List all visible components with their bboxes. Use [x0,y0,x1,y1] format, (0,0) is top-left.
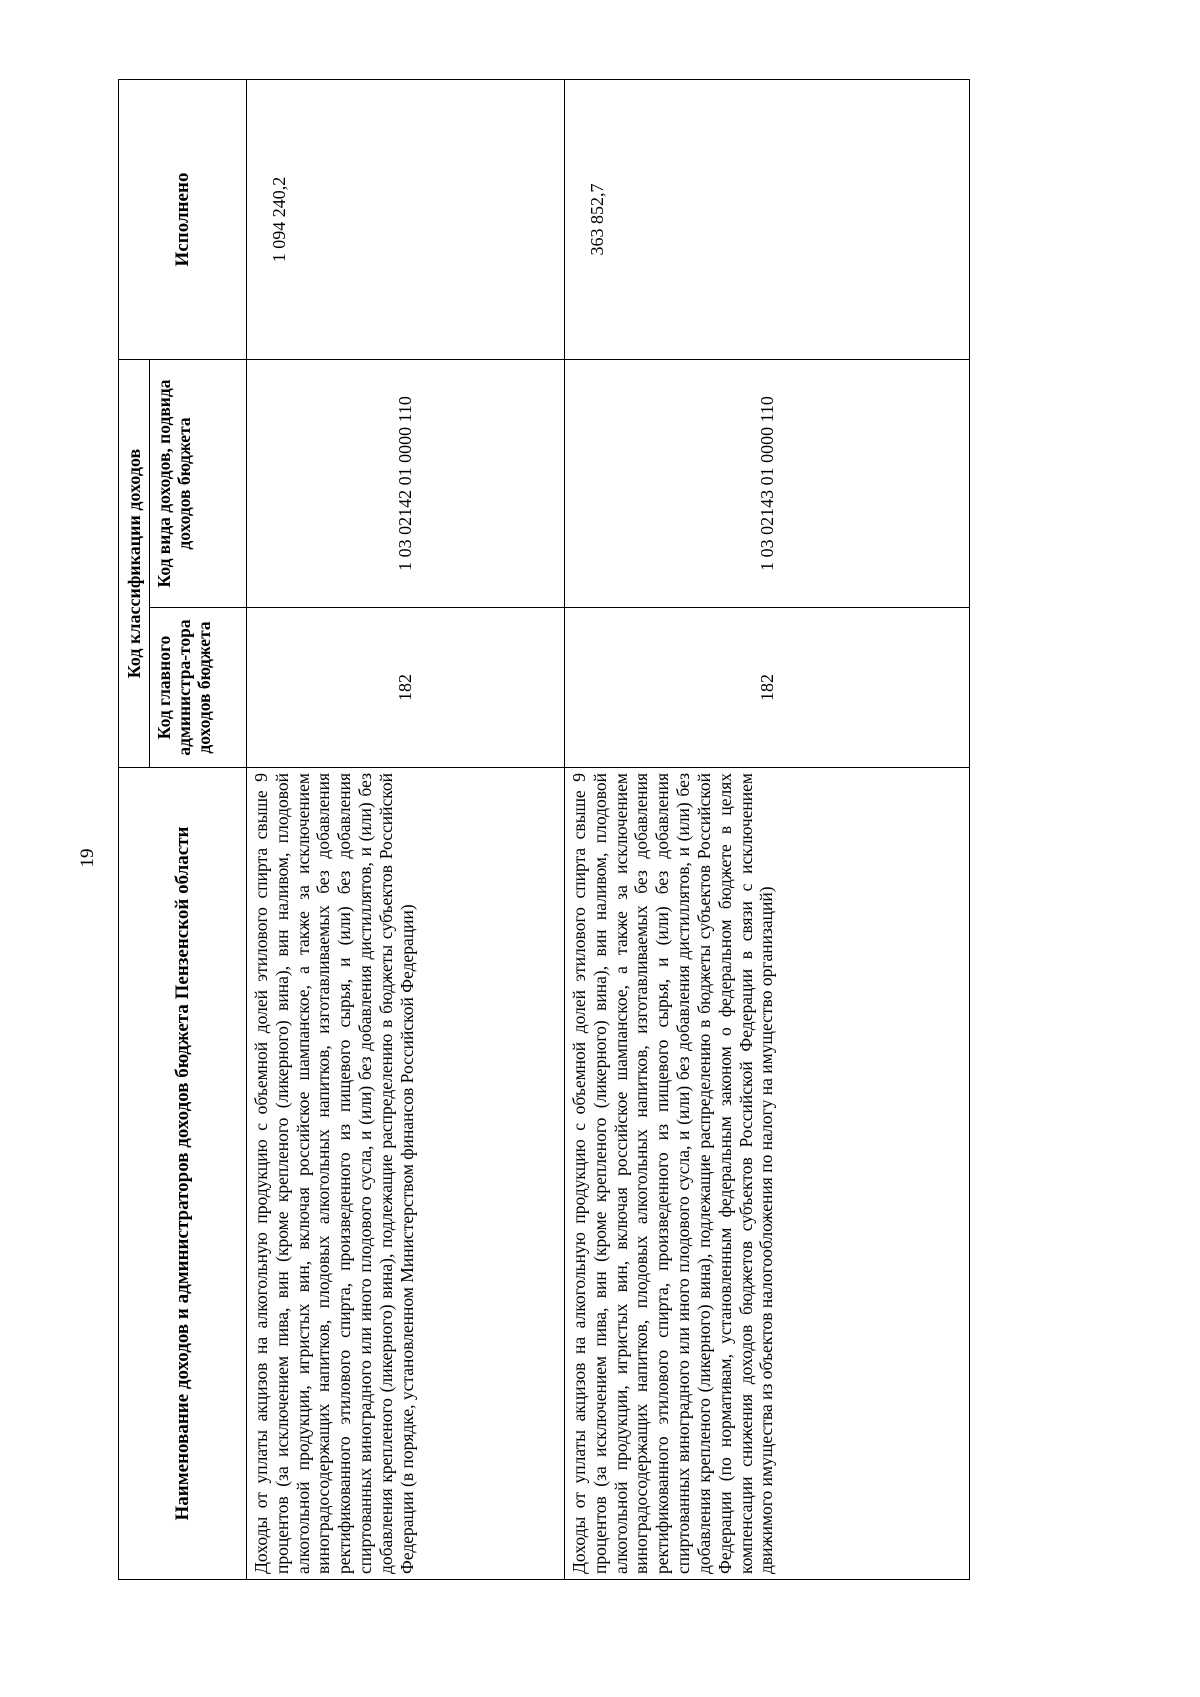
row-executed: 1 094 240,2 [247,80,565,360]
row-admin-code: 182 [565,608,970,768]
row-type-code: 1 03 02143 01 0000 110 [565,360,970,608]
row-admin-code: 182 [247,608,565,768]
row-executed: 363 852,7 [565,80,970,360]
rotated-table-wrapper [118,80,963,1580]
row-name: Доходы от уплаты акцизов на алкогольную продукцию с объемной долей этилового спирта свыше 9 процентов (за исключением пива, вин (кроме крепленого (ликерного) вина), вин наливом, плодовой алкогольной продукции, игристых вин, включая российское шампанское, а также за исключением виноградосодержащих напитков, плодовых алкогольных напитков, изготавливаемых без добавления ректификованного этилового спирта, произведенного из пищевого сырья, и (или) без добавления спиртованных виноградного или иного плодового сусла, и (или) без добавления дистиллятов, и (или) без добавления крепленого (ликерного) вина), подлежащие распределению в бюджеты субъектов Российской Федерации (в порядке, установленном Министерством финансов Российской Федерации) [247,768,565,1580]
header-admin-code: Код главного администра-тора доходов бюджета [150,608,247,768]
table-row [247,80,565,1580]
header-name: Наименование доходов и администраторов доходов бюджета Пензенской области [119,768,247,1580]
row-name: Доходы от уплаты акцизов на алкогольную продукцию с объемной долей этилового спирта свыше 9 процентов (за исключением пива, вин (кроме крепленого (ликерного) вина), вин наливом, плодовой алкогольной продукции, игристых вин, включая российское шампанское, а также за исключением виноградосодержащих напитков, плодовых алкогольных напитков, изготавливаемых без добавления ректификованного этилового спирта, произведенного из пищевого сырья, и (или) без добавления спиртованных виноградного или иного плодового сусла, и (или) без добавления дистиллятов, и (или) без добавления крепленого (ликерного) вина), подлежащие распределению в бюджеты субъектов Российской Федерации (по нормативам, установленным федеральным законом о федеральном бюджете в целях компенсации снижения доходов бюджетов субъектов Российской Федерации в связи с исключением движимого имущества из объектов налогообложения по налогу на имущество организаций) [565,768,970,1580]
page-number: 19 [77,848,98,868]
header-row-1 [119,80,150,1580]
header-type-code: Код вида доходов, подвида доходов бюджета [150,360,247,608]
revenue-table [118,79,970,1580]
table-row [565,80,970,1580]
row-type-code: 1 03 02142 01 0000 110 [247,360,565,608]
header-executed: Исполнено [119,80,247,360]
header-classification-group: Код классификации доходов [119,360,150,768]
